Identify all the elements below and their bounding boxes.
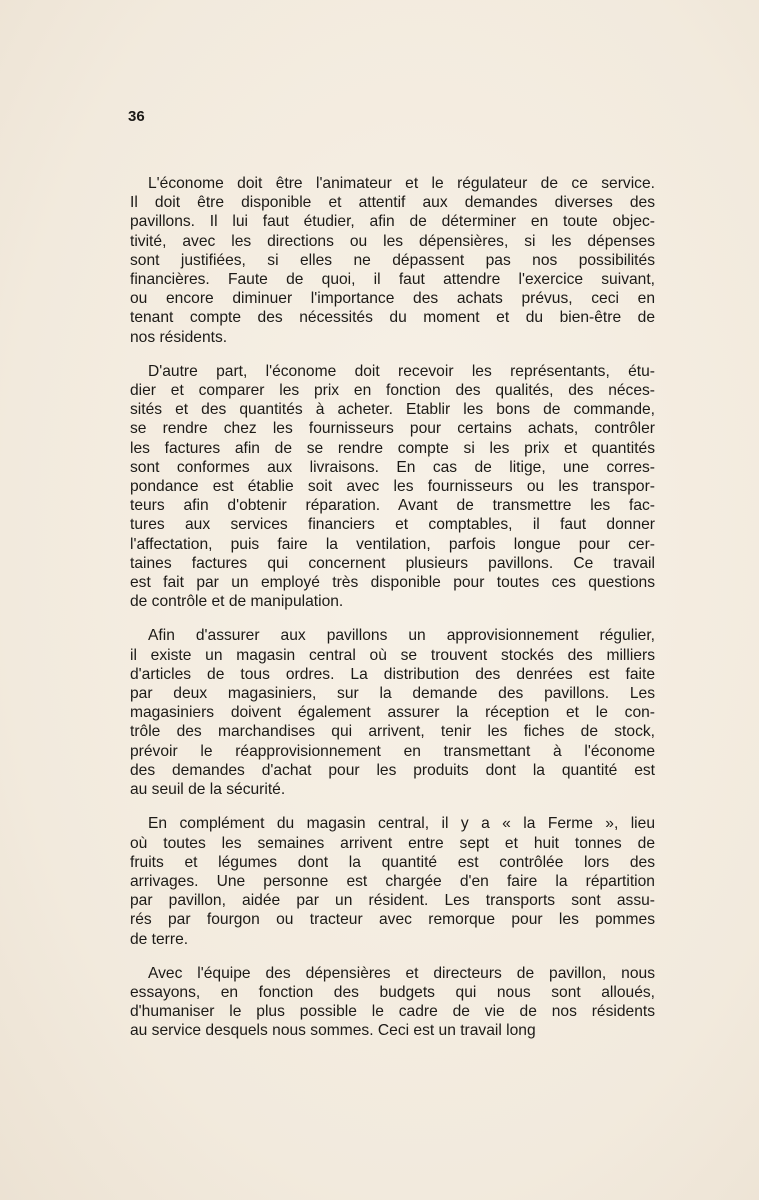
paragraph [130,174,655,347]
text-line: des demandes d'achat pour les produits dont la quantité est [130,761,655,779]
text-line: L'économe doit être l'animateur et le régulateur de ce service. [148,175,655,192]
text-line: par pavillon, aidée par un résident. Les transports sont assu- [130,892,655,910]
text-line: sités et des quantités à acheter. Etablir les bons de commande, [130,401,655,419]
text-line: pondance est établie soit avec les fournisseurs ou les transpor- [130,478,655,496]
text-line: arrivages. Une personne est chargée d'en faire la répartition [130,872,655,890]
paragraph [130,626,655,799]
text-line: se rendre chez les fournisseurs pour certains achats, contrôler [130,420,655,438]
text-line: taines factures qui concernent plusieurs pavillons. Ce travail [130,554,655,572]
text-line: au service desquels nous sommes. Ceci est un travail long [130,1022,536,1040]
text-line: d'humaniser le plus possible le cadre de vie de nos résidents [130,1003,655,1021]
text-line: En complément du magasin central, il y a « la Ferme », lieu [148,815,655,833]
text-line: trôle des marchandises qui arrivent, tenir les fiches de stock, [130,723,655,741]
text-line: pavillons. Il lui faut étudier, afin de déterminer en toute objec- [130,213,655,231]
paragraph [130,362,655,612]
text-line: de contrôle et de manipulation. [130,593,344,611]
text-line: Il doit être disponible et attentif aux demandes diverses des [130,194,655,212]
text-line: dier et comparer les prix en fonction des qualités, des néces- [130,382,655,400]
body-text [130,174,655,1056]
text-line: sont justifiées, si elles ne dépassent pas nos possibilités [130,251,655,269]
text-line: sont conformes aux livraisons. En cas de litige, une corres- [130,458,655,476]
text-line: nos résidents. [130,328,228,346]
text-line: tenant compte des nécessités du moment et du bien-être de [130,309,655,327]
text-line: au seuil de la sécurité. [130,781,286,799]
text-line: il existe un magasin central où se trouvent stockés des milliers [130,646,655,664]
text-line: par deux magasiniers, sur la demande des pavillons. Les [130,685,655,703]
text-line: teurs afin d'obtenir réparation. Avant de transmettre les fac- [130,497,655,515]
text-line: essayons, en fonction des budgets qui nous sont alloués, [130,983,655,1001]
text-line: où toutes les semaines arrivent entre sept et huit tonnes de [130,834,655,852]
text-line: prévoir le réapprovisionnement en transmettant à l'économe [130,742,655,760]
text-line: magasiniers doivent également assurer la réception et le con- [130,704,655,722]
text-line: est fait par un employé très disponible pour toutes ces questions [130,574,655,592]
text-line: ou encore diminuer l'importance des achats prévus, ceci en [130,290,655,308]
text-line: D'autre part, l'économe doit recevoir les représentants, étu- [148,362,655,380]
text-line: tures aux services financiers et comptables, il faut donner [130,516,655,534]
text-line: rés par fourgon ou tracteur avec remorque pour les pommes [130,911,655,929]
text-line: Avec l'équipe des dépensières et directeurs de pavillon, nous [148,964,655,982]
text-line: financières. Faute de quoi, il faut attendre l'exercice suivant, [130,271,655,289]
text-line: l'affectation, puis faire la ventilation, parfois longue pour cer- [130,535,655,553]
text-line: Afin d'assurer aux pavillons un approvisionnement régulier, [148,627,655,645]
text-line: d'articles de tous ordres. La distribution des denrées est faite [130,665,655,683]
paragraph [130,814,655,948]
text-line: les factures afin de se rendre compte si les prix et quantités [130,439,655,457]
text-line: tivité, avec les directions ou les dépensières, si les dépenses [130,232,655,250]
text-line: de terre. [130,930,189,948]
page-number: 36 [128,108,145,125]
paragraph [130,964,655,1041]
text-line: fruits et légumes dont la quantité est contrôlée lors des [130,853,655,871]
